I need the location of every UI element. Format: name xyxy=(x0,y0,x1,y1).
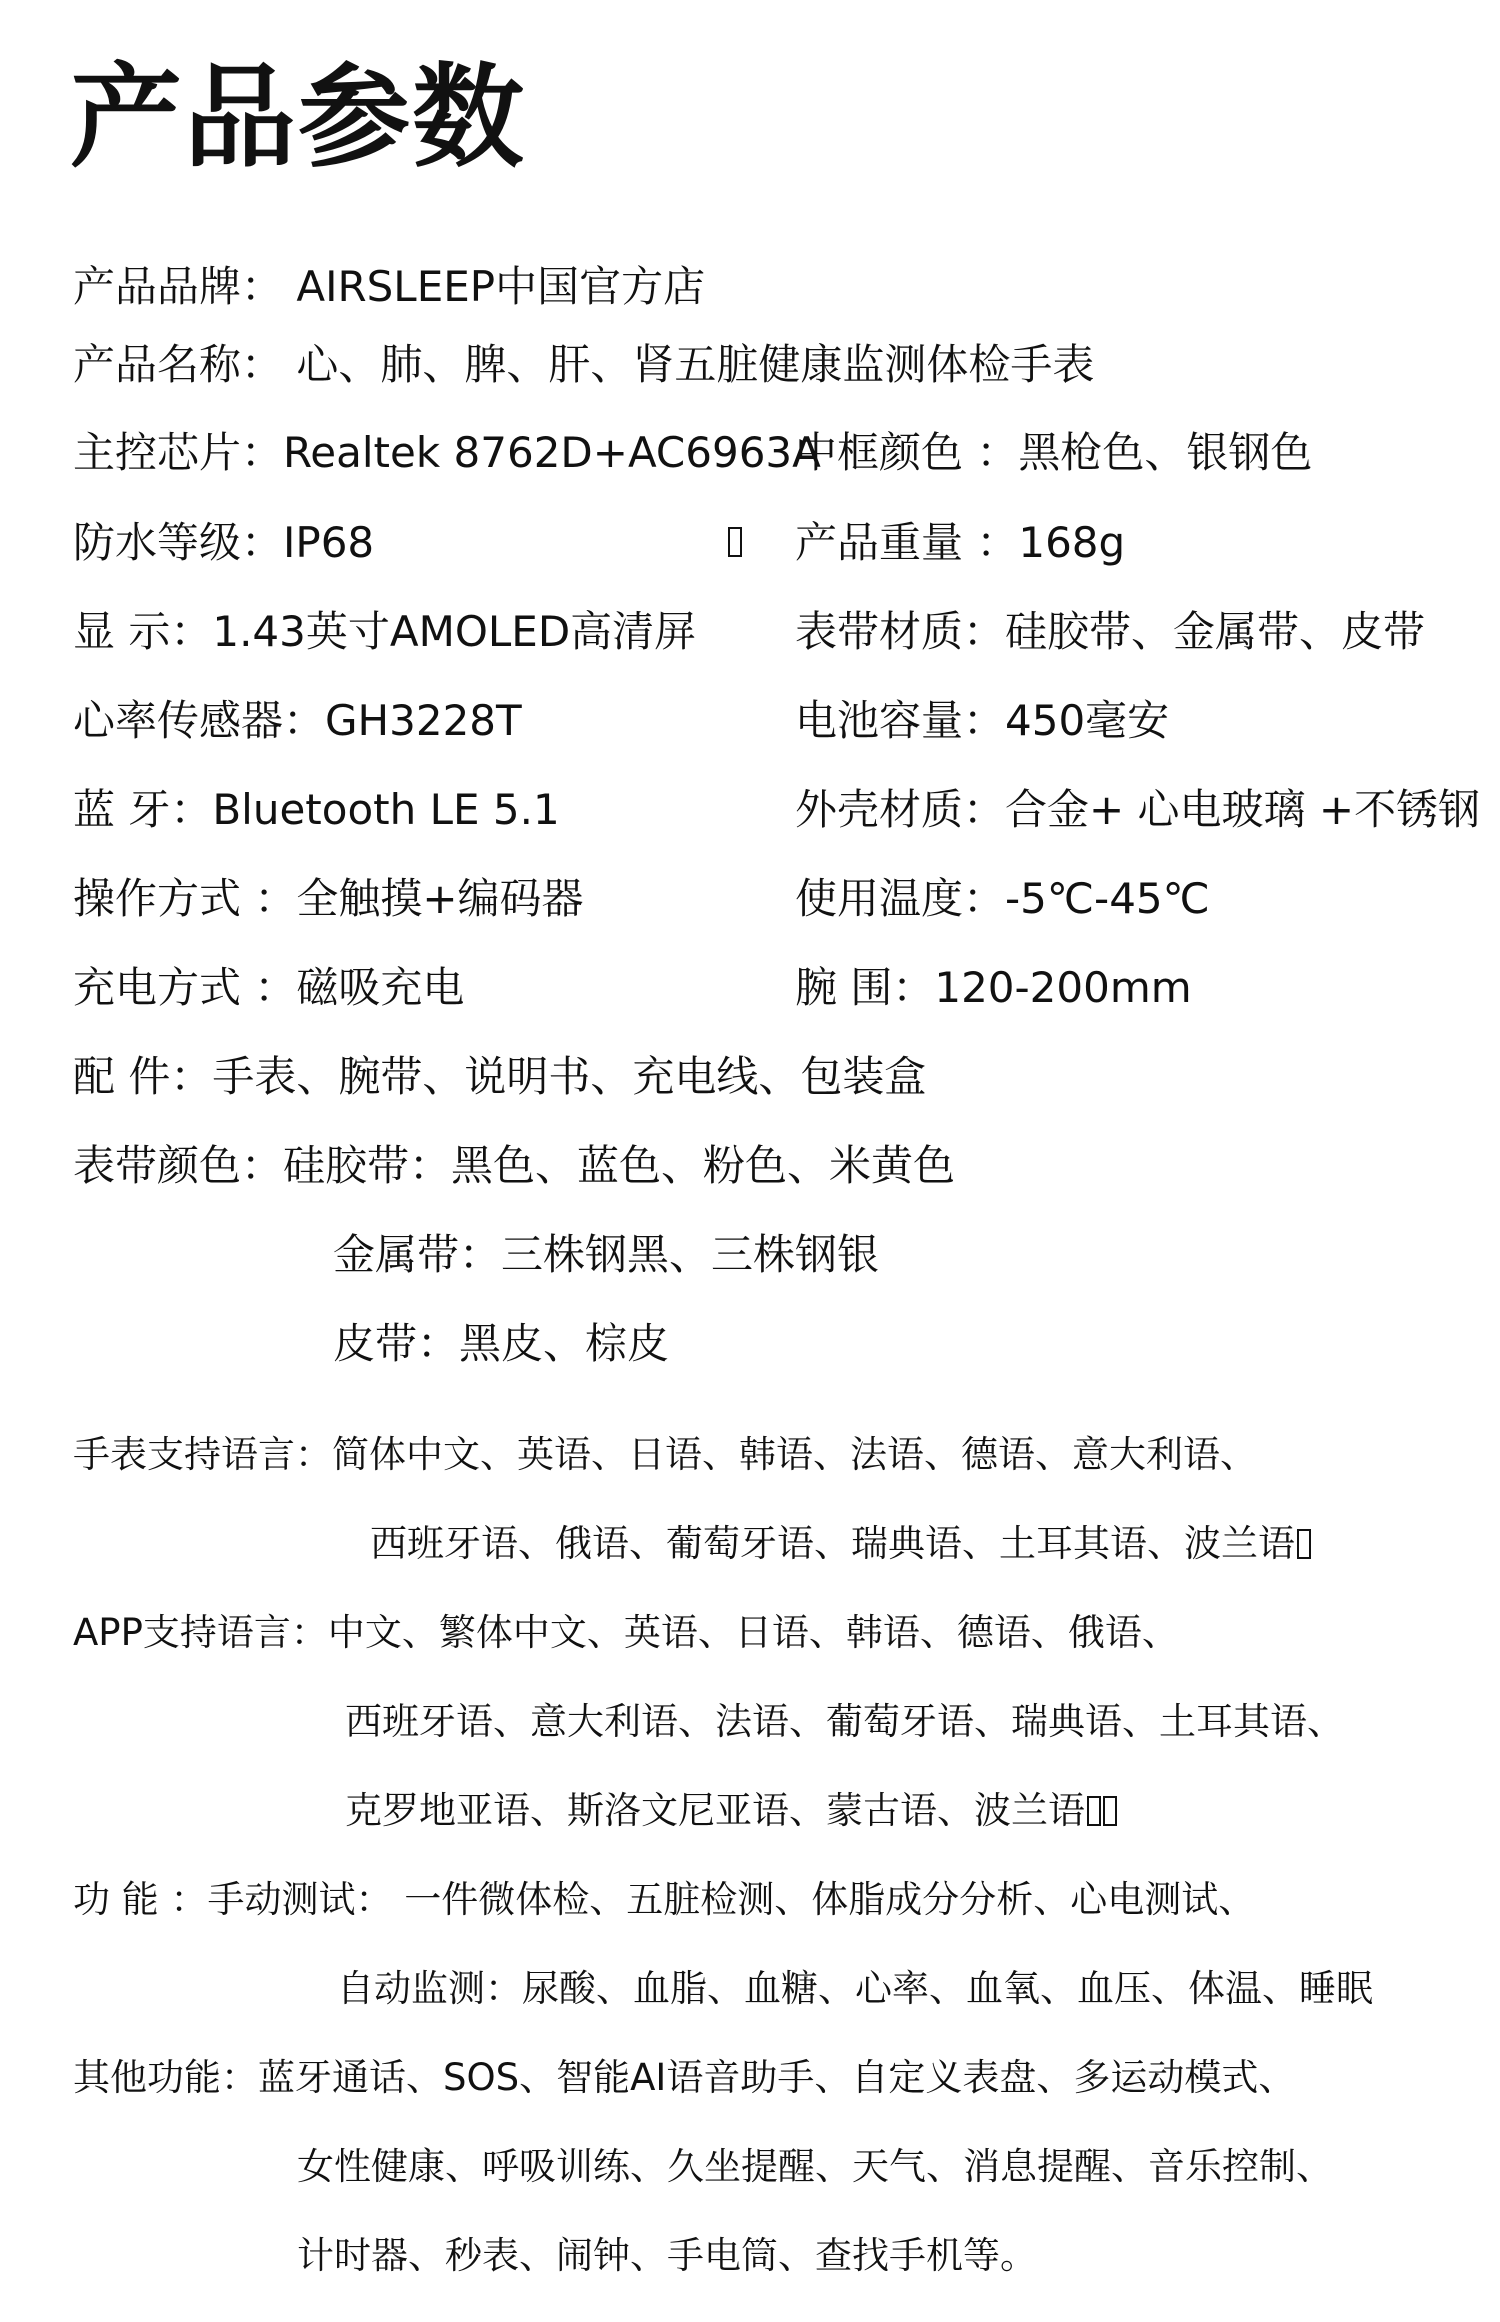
functions-other-line-2: 女性健康、呼吸训练、久坐提醒、天气、消息提醒、音乐控制、 xyxy=(297,2145,1333,2188)
spec-brand: 产品品牌： AIRSLEEP中国官方店 xyxy=(73,262,706,311)
missing-glyph-icon xyxy=(1297,1529,1311,1559)
spec-wrist: 腕 围：120-200mm xyxy=(795,963,1192,1012)
spec-operation: 操作方式 ：全触摸+编码器 xyxy=(73,874,584,923)
missing-glyph-icon xyxy=(728,527,742,557)
missing-glyph-icon xyxy=(1087,1796,1101,1826)
spec-strap-colors-leather: 皮带：黑皮、棕皮 xyxy=(333,1319,670,1368)
spec-strap-material: 表带材质：硅胶带、金属带、皮带 xyxy=(795,607,1426,656)
spec-hr-sensor: 心率传感器：GH3228T xyxy=(73,696,522,745)
watch-languages-line-2: 西班牙语、俄语、葡萄牙语、瑞典语、土耳其语、波兰语 xyxy=(370,1522,1311,1566)
spec-bluetooth: 蓝 牙：Bluetooth LE 5.1 xyxy=(73,785,560,834)
functions-other-line-1: 其他功能：蓝牙通话、SOS、智能AI语音助手、自定义表盘、多运动模式、 xyxy=(73,2056,1296,2099)
spec-waterproof: 防水等级：IP68 xyxy=(73,518,375,567)
spec-display: 显 示：1.43英寸AMOLED高清屏 xyxy=(73,607,697,656)
missing-glyph-icon xyxy=(1103,1796,1117,1826)
spec-weight: 产品重量 ：168g xyxy=(795,518,1126,567)
functions-auto: 自动监测：尿酸、血脂、血糖、心率、血氧、血压、体温、睡眠 xyxy=(337,1967,1373,2010)
app-languages-line-1: APP支持语言：中文、繁体中文、英语、日语、韩语、德语、俄语、 xyxy=(73,1611,1179,1654)
spec-charging: 充电方式 ：磁吸充电 xyxy=(73,963,465,1012)
app-languages-line-2: 西班牙语、意大利语、法语、葡萄牙语、瑞典语、土耳其语、 xyxy=(345,1700,1344,1743)
functions-other-line-3: 计时器、秒表、闹钟、手电筒、查找手机等。 xyxy=(297,2234,1037,2277)
spec-battery: 电池容量：450毫安 xyxy=(795,696,1170,745)
spec-chip: 主控芯片：Realtek 8762D+AC6963A xyxy=(73,428,821,477)
spec-strap-colors-silicone: 表带颜色：硅胶带：黑色、蓝色、粉色、米黄色 xyxy=(73,1141,956,1190)
spec-accessories: 配 件：手表、腕带、说明书、充电线、包装盒 xyxy=(73,1052,927,1101)
functions-manual: 功 能 ：手动测试： 一件微体检、五脏检测、体脂成分分析、心电测试、 xyxy=(73,1878,1256,1921)
spec-frame-color: 中框颜色 ：黑枪色、银钢色 xyxy=(795,428,1313,477)
spec-temperature: 使用温度：-5℃-45℃ xyxy=(795,874,1210,923)
spec-product-name: 产品名称： 心、肺、脾、肝、肾五脏健康监测体检手表 xyxy=(73,340,1095,389)
spec-strap-colors-metal: 金属带：三株钢黑、三株钢银 xyxy=(333,1230,880,1279)
app-languages-line-3: 克罗地亚语、斯洛文尼亚语、蒙古语、波兰语 xyxy=(345,1789,1117,1833)
spec-shell-material: 外壳材质：合金+ 心电玻璃 +不锈钢 xyxy=(795,785,1481,834)
watch-languages-line-1: 手表支持语言：简体中文、英语、日语、韩语、法语、德语、意大利语、 xyxy=(73,1433,1257,1476)
page-title: 产品参数 xyxy=(70,53,526,183)
